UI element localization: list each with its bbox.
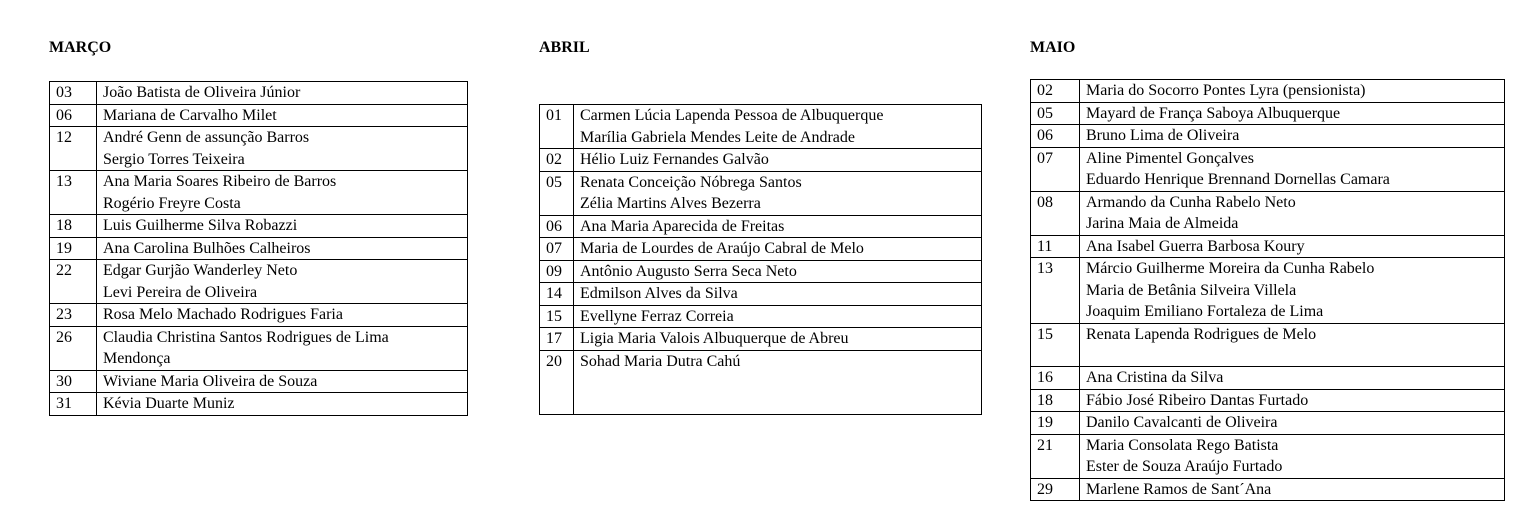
- names-cell: [97, 215, 468, 238]
- names-cell: [1080, 235, 1505, 258]
- names-cell: [574, 238, 982, 261]
- day-cell: 19: [50, 237, 97, 260]
- day-cell: 29: [1031, 478, 1080, 501]
- table-row: [50, 127, 468, 171]
- names-cell: [574, 149, 982, 172]
- day-cell: 14: [540, 283, 574, 306]
- names-cell: [1080, 434, 1505, 478]
- day-cell: 19: [1031, 412, 1080, 435]
- person-name: Renata Lapenda Rodrigues de Melo: [1086, 325, 1317, 343]
- table-row: [50, 171, 468, 215]
- names-cell: [97, 260, 468, 304]
- names-cell: [1080, 191, 1505, 235]
- names-cell: [97, 326, 468, 370]
- names-cell: [97, 82, 468, 105]
- table-row: [540, 238, 982, 261]
- names-cell: [97, 393, 468, 416]
- day-cell: 07: [540, 238, 574, 261]
- names-cell: [1080, 412, 1505, 435]
- table-row: [50, 370, 468, 393]
- person-name: Aline Pimentel Gonçalves: [1086, 149, 1254, 167]
- names-cell: [97, 370, 468, 393]
- table-row: [540, 305, 982, 328]
- person-name: Renata Conceição Nóbrega Santos: [580, 173, 802, 191]
- person-name: Sergio Torres Teixeira: [103, 150, 245, 168]
- person-name: Carmen Lúcia Lapenda Pessoa de Albuquerque: [580, 107, 884, 124]
- person-name: Edgar Gurjão Wanderley Neto: [103, 262, 298, 279]
- day-cell: 17: [540, 328, 574, 351]
- person-name: Zélia Martins Alves Bezerra: [580, 195, 761, 212]
- person-name: Armando da Cunha Rabelo Neto: [1086, 193, 1296, 211]
- names-cell: [574, 328, 982, 351]
- table-row: [1031, 367, 1505, 390]
- person-name: Mariana de Carvalho Milet: [103, 106, 277, 124]
- table-row: [50, 104, 468, 127]
- person-name: Ana Carolina Bulhões Calheiros: [103, 239, 311, 257]
- day-cell: 13: [50, 171, 97, 215]
- table-row: [50, 237, 468, 260]
- person-name: Ana Maria Soares Ribeiro de Barros: [103, 173, 337, 190]
- table-row: [1031, 389, 1505, 412]
- person-name: Joaquim Emiliano Fortaleza de Lima: [1086, 303, 1324, 320]
- table-row: [1031, 80, 1505, 103]
- person-name: Luis Guilherme Silva Robazzi: [103, 217, 298, 234]
- names-cell: [574, 305, 982, 328]
- person-name: Maria do Socorro Pontes Lyra (pensionista): [1086, 82, 1366, 99]
- person-name: Maria de Betânia Silveira Villela: [1086, 281, 1297, 299]
- table-row: [1031, 434, 1505, 478]
- person-name: Ana Cristina da Silva: [1086, 369, 1224, 386]
- person-name: Sohad Maria Dutra Cahú: [580, 352, 741, 370]
- day-cell: 21: [1031, 434, 1080, 478]
- day-cell: 30: [50, 370, 97, 393]
- table-row: [1031, 235, 1505, 258]
- table-row: [540, 328, 982, 351]
- day-cell: 20: [540, 350, 574, 415]
- person-name: Ligia Maria Valois Albuquerque de Abreu: [580, 330, 849, 347]
- person-name: Marlene Ramos de Sant´Ana: [1086, 480, 1272, 498]
- day-cell: 06: [540, 215, 574, 238]
- table-row: [540, 105, 982, 149]
- day-cell: 13: [1031, 258, 1080, 324]
- person-name: Edmilson Alves da Silva: [580, 285, 738, 302]
- table-row: [540, 350, 982, 415]
- table-row: [50, 393, 468, 416]
- person-name: Mendonça: [103, 350, 171, 367]
- names-cell: [1080, 367, 1505, 390]
- person-name: Danilo Cavalcanti de Oliveira: [1086, 414, 1278, 431]
- day-cell: 18: [50, 215, 97, 238]
- table-row: [1031, 323, 1505, 367]
- person-name: Claudia Christina Santos Rodrigues de Lima: [103, 328, 389, 346]
- person-name: João Batista de Oliveira Júnior: [103, 84, 301, 101]
- person-name: André Genn de assunção Barros: [103, 129, 310, 146]
- person-name: Ester de Souza Araújo Furtado: [1086, 458, 1283, 475]
- person-name: Rosa Melo Machado Rodrigues Faria: [103, 306, 343, 323]
- person-name: Rogério Freyre Costa: [103, 194, 241, 212]
- names-cell: [1080, 389, 1505, 412]
- day-cell: 16: [1031, 367, 1080, 390]
- names-cell: [1080, 323, 1505, 367]
- names-cell: [574, 171, 982, 215]
- names-cell: [1080, 102, 1505, 125]
- day-cell: 18: [1031, 389, 1080, 412]
- names-cell: [574, 283, 982, 306]
- table-row: [50, 82, 468, 105]
- person-name: Márcio Guilherme Moreira da Cunha Rabelo: [1086, 260, 1375, 277]
- day-cell: 07: [1031, 147, 1080, 191]
- month-title-maio: MAIO: [1030, 39, 1076, 56]
- names-cell: [97, 127, 468, 171]
- day-cell: 12: [50, 127, 97, 171]
- day-cell: 08: [1031, 191, 1080, 235]
- day-cell: 05: [540, 171, 574, 215]
- table-row: [540, 149, 982, 172]
- day-cell: 01: [540, 105, 574, 149]
- names-cell: [1080, 125, 1505, 148]
- names-cell: [1080, 147, 1505, 191]
- table-row: [1031, 147, 1505, 191]
- names-cell: [97, 171, 468, 215]
- month-title-marco: MARÇO: [49, 39, 112, 56]
- day-cell: 26: [50, 326, 97, 370]
- person-name: Ana Isabel Guerra Barbosa Koury: [1086, 237, 1305, 255]
- person-name: Kévia Duarte Muniz: [103, 395, 235, 412]
- table-row: [50, 304, 468, 327]
- table-row: [50, 326, 468, 370]
- names-cell: [97, 237, 468, 260]
- names-cell: [1080, 80, 1505, 103]
- person-name: Bruno Lima de Oliveira: [1086, 127, 1240, 144]
- day-cell: 02: [540, 149, 574, 172]
- day-cell: 31: [50, 393, 97, 416]
- table-row: [1031, 478, 1505, 501]
- person-name: Eduardo Henrique Brennand Dornellas Camara: [1086, 171, 1390, 188]
- month-title-abril: ABRIL: [539, 39, 590, 56]
- names-cell: [97, 304, 468, 327]
- names-cell: [574, 260, 982, 283]
- person-name: Hélio Luiz Fernandes Galvão: [580, 151, 769, 168]
- table-row: [540, 215, 982, 238]
- table-row: [1031, 125, 1505, 148]
- birthday-table-maio: [1030, 79, 1505, 501]
- table-row: [1031, 191, 1505, 235]
- table-row: [1031, 102, 1505, 125]
- person-name: Wiviane Maria Oliveira de Souza: [103, 372, 318, 390]
- day-cell: 23: [50, 304, 97, 327]
- table-row: [1031, 412, 1505, 435]
- person-name: Levi Pereira de Oliveira: [103, 283, 258, 301]
- names-cell: [1080, 258, 1505, 324]
- table-row: [540, 171, 982, 215]
- day-cell: 09: [540, 260, 574, 283]
- person-name: Ana Maria Aparecida de Freitas: [580, 217, 785, 235]
- table-row: [540, 283, 982, 306]
- day-cell: 06: [1031, 125, 1080, 148]
- person-name: Fábio José Ribeiro Dantas Furtado: [1086, 391, 1309, 409]
- person-name: Jarina Maia de Almeida: [1086, 215, 1239, 232]
- day-cell: 15: [1031, 323, 1080, 367]
- day-cell: 05: [1031, 102, 1080, 125]
- day-cell: 22: [50, 260, 97, 304]
- person-name: Marília Gabriela Mendes Leite de Andrade: [580, 128, 855, 146]
- table-row: [1031, 258, 1505, 324]
- person-name: Mayard de França Saboya Albuquerque: [1086, 104, 1341, 122]
- person-name: Evellyne Ferraz Correia: [580, 307, 734, 325]
- person-name: Maria de Lourdes de Araújo Cabral de Melo: [580, 240, 864, 257]
- names-cell: [97, 104, 468, 127]
- table-row: [50, 215, 468, 238]
- names-cell: [574, 105, 982, 149]
- names-cell: [1080, 478, 1505, 501]
- names-cell: [574, 215, 982, 238]
- birthday-table-marco: [49, 81, 468, 416]
- names-cell: [574, 350, 982, 415]
- day-cell: 11: [1031, 235, 1080, 258]
- person-name: Maria Consolata Rego Batista: [1086, 436, 1279, 454]
- birthday-table-abril: [539, 104, 982, 415]
- day-cell: 03: [50, 82, 97, 105]
- day-cell: 02: [1031, 80, 1080, 103]
- person-name: Antônio Augusto Serra Seca Neto: [580, 262, 797, 280]
- table-row: [540, 260, 982, 283]
- table-row: [50, 260, 468, 304]
- day-cell: 06: [50, 104, 97, 127]
- day-cell: 15: [540, 305, 574, 328]
